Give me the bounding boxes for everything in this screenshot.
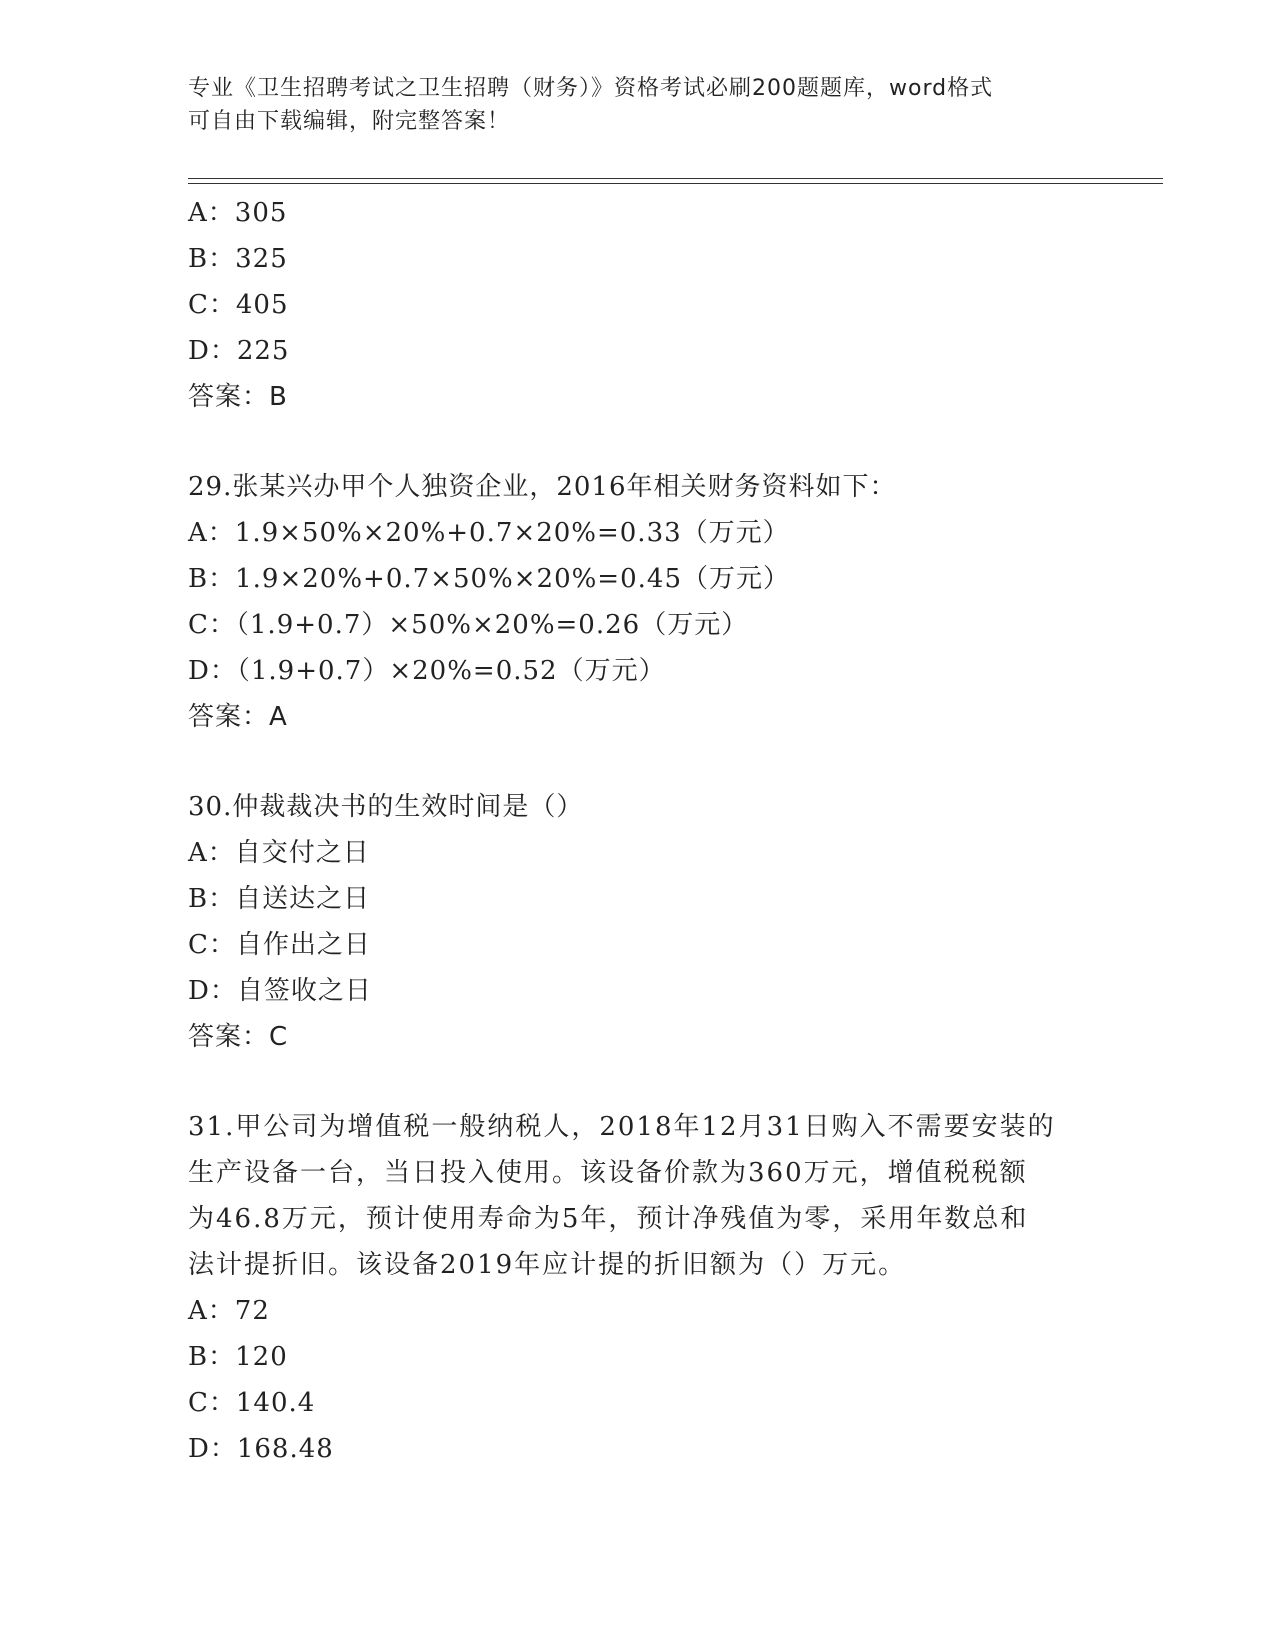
option-b: B：325: [188, 244, 288, 274]
question-31: [188, 1104, 1088, 1472]
option-b: B：自送达之日: [188, 884, 371, 914]
option-c: C：自作出之日: [188, 930, 371, 960]
question-29: [188, 464, 1088, 740]
stem-line: 为46.8万元，预计使用寿命为5年，预计净残值为零，采用年数总和: [188, 1204, 1029, 1234]
spacer: [188, 420, 1088, 464]
option-a: A：305: [188, 198, 288, 228]
question-stem: 29.张某兴办甲个人独资企业，2016年相关财务资料如下：: [188, 472, 897, 502]
spacer: [188, 1060, 1088, 1104]
answer-label: 答案：C: [188, 1022, 289, 1052]
question-stem: 30.仲裁裁决书的生效时间是（）: [188, 792, 584, 822]
option-a: A：72: [188, 1296, 270, 1326]
answer-label: 答案：B: [188, 382, 288, 412]
option-c: C：（1.9+0.7）×50%×20%=0.26（万元）: [188, 610, 749, 640]
stem-line: 生产设备一台，当日投入使用。该设备价款为360万元，增值税税额: [188, 1158, 1028, 1188]
option-d: D：（1.9+0.7）×20%=0.52（万元）: [188, 656, 666, 686]
option-d: D：自签收之日: [188, 976, 372, 1006]
option-c: C：405: [188, 290, 289, 320]
stem-line: 法计提折旧。该设备2019年应计提的折旧额为（）万元。: [188, 1250, 907, 1280]
spacer: [188, 740, 1088, 784]
option-a: A：自交付之日: [188, 838, 370, 868]
header-divider: [188, 178, 1163, 184]
option-c: C：140.4: [188, 1388, 316, 1418]
option-a: A：1.9×50%×20%+0.7×20%=0.33（万元）: [188, 518, 790, 548]
header-line-2: 可自由下载编辑，附完整答案！: [188, 109, 511, 134]
question-stem: [188, 1104, 1088, 1288]
header-line-1: 专业《卫生招聘考试之卫生招聘（财务）》资格考试必刷200题题库，word格式: [188, 76, 994, 101]
option-d: D：225: [188, 336, 290, 366]
question-30: [188, 784, 1088, 1060]
option-b: B：120: [188, 1342, 288, 1372]
answer-label: 答案：A: [188, 702, 288, 732]
option-d: D：168.48: [188, 1434, 334, 1464]
document-header: [188, 72, 1068, 138]
option-b: B：1.9×20%+0.7×50%×20%=0.45（万元）: [188, 564, 790, 594]
question-28: [188, 190, 1088, 420]
question-list: [188, 190, 1088, 1472]
stem-line: 31.甲公司为增值税一般纳税人，2018年12月31日购入不需要安装的: [188, 1112, 1056, 1142]
